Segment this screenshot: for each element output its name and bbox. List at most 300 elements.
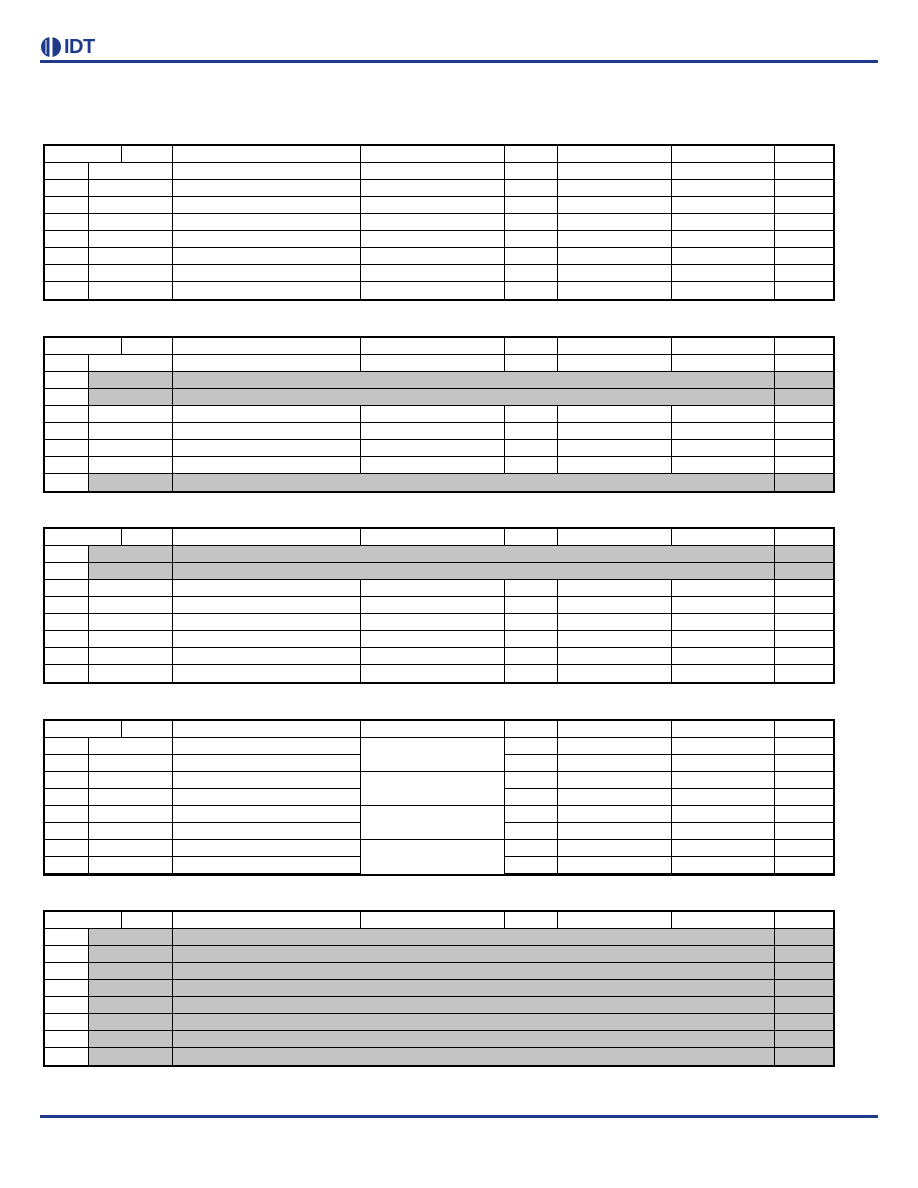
table-row: [45, 214, 833, 231]
table-cell: [558, 423, 672, 439]
table-cell: [45, 214, 89, 230]
address-cell: [45, 1031, 89, 1047]
table-cell: [775, 755, 833, 771]
table-cell: [45, 248, 89, 264]
table-cell: [173, 214, 361, 230]
header-cell: [173, 146, 361, 162]
table-row: [45, 946, 833, 963]
reserved-cell: [775, 997, 833, 1013]
address-cell: [45, 1014, 89, 1030]
header-cell: [361, 912, 505, 928]
table-row: [45, 665, 833, 682]
reserved-description-cell: [173, 929, 775, 945]
table-cell: [505, 665, 558, 682]
header-cell: [775, 912, 833, 928]
table-cell: [672, 265, 775, 281]
register-table: [43, 336, 835, 493]
table-cell: [775, 355, 833, 371]
table-cell: [672, 738, 775, 754]
table-cell: [558, 265, 672, 281]
reserved-description-cell: [173, 1014, 775, 1030]
table-cell: [558, 648, 672, 664]
table-cell: [558, 806, 672, 822]
table-cell: [45, 789, 89, 805]
table-cell: [173, 580, 361, 596]
header-cell: [505, 721, 558, 737]
table-cell: [89, 665, 173, 682]
table-row: [45, 963, 833, 980]
table-cell: [558, 248, 672, 264]
table-row: [45, 1031, 833, 1048]
table-cell: [89, 231, 173, 247]
table-cell: [89, 614, 173, 630]
table-cell: [505, 423, 558, 439]
table-cell: [505, 789, 558, 805]
table-cell: [775, 614, 833, 630]
table-cell: [672, 648, 775, 664]
header-cell: [361, 529, 505, 545]
table-cell: [89, 423, 173, 439]
header-cell: [45, 529, 122, 545]
table-cell: [672, 823, 775, 839]
table-row: [45, 197, 833, 214]
table-cell: [45, 840, 89, 856]
header-cell: [173, 338, 361, 354]
table-cell: [173, 755, 361, 771]
table-cell: [672, 231, 775, 247]
reserved-cell: [775, 1014, 833, 1030]
table-cell: [45, 440, 89, 456]
table-cell: [505, 355, 558, 371]
reserved-description-cell: [173, 963, 775, 979]
table-cell: [775, 163, 833, 179]
table-row: [45, 997, 833, 1014]
table-cell: [89, 631, 173, 647]
table-cell: [173, 823, 361, 839]
reserved-cell: [775, 563, 833, 579]
merged-cell: [361, 738, 505, 772]
table-cell: [775, 231, 833, 247]
table-cell: [173, 265, 361, 281]
table-cell: [361, 282, 505, 299]
table-cell: [89, 840, 173, 856]
table-cell: [672, 857, 775, 873]
header-cell: [361, 146, 505, 162]
reserved-cell: [89, 980, 173, 996]
table-cell: [505, 631, 558, 647]
table-cell: [89, 214, 173, 230]
table-cell: [558, 197, 672, 213]
table-header-row: [45, 721, 833, 738]
header-cell: [173, 912, 361, 928]
header-cell: [775, 146, 833, 162]
table-cell: [361, 597, 505, 613]
table-cell: [173, 457, 361, 473]
table-cell: [173, 355, 361, 371]
header-cell: [45, 338, 122, 354]
table-cell: [45, 823, 89, 839]
table-cell: [45, 648, 89, 664]
table-cell: [775, 738, 833, 754]
table-cell: [558, 180, 672, 196]
table-row: [45, 282, 833, 299]
table-row: [45, 648, 833, 665]
table-cell: [173, 789, 361, 805]
table-cell: [672, 597, 775, 613]
table-cell: [45, 163, 89, 179]
header-cell: [672, 146, 775, 162]
header-cell: [558, 721, 672, 737]
table-cell: [361, 265, 505, 281]
table-row: [45, 406, 833, 423]
table-cell: [45, 614, 89, 630]
table-cell: [775, 197, 833, 213]
table-cell: [775, 772, 833, 788]
table-cell: [361, 406, 505, 422]
reserved-cell: [89, 546, 173, 562]
table-cell: [173, 440, 361, 456]
table-cell: [775, 265, 833, 281]
table-row: [45, 389, 833, 406]
table-cell: [558, 406, 672, 422]
reserved-cell: [775, 1031, 833, 1047]
table-cell: [89, 265, 173, 281]
reserved-cell: [775, 372, 833, 388]
table-cell: [558, 440, 672, 456]
header-cell: [45, 912, 122, 928]
register-table: [43, 719, 835, 876]
table-cell: [505, 440, 558, 456]
header-cell: [122, 146, 173, 162]
table-row: [45, 929, 833, 946]
table-cell: [505, 265, 558, 281]
table-cell: [775, 840, 833, 856]
table-cell: [89, 457, 173, 473]
header-cell: [122, 338, 173, 354]
table-row: [45, 546, 833, 563]
reserved-cell: [775, 946, 833, 962]
table-cell: [89, 406, 173, 422]
table-cell: [89, 857, 173, 873]
table-cell: [45, 806, 89, 822]
table-cell: [775, 631, 833, 647]
table-cell: [775, 648, 833, 664]
table-cell: [361, 440, 505, 456]
merged-cell: [361, 840, 505, 874]
reserved-cell: [775, 929, 833, 945]
table-cell: [775, 180, 833, 196]
table-row: [45, 265, 833, 282]
table-cell: [45, 355, 89, 371]
table-cell: [89, 755, 173, 771]
address-cell: [45, 1048, 89, 1065]
table-cell: [558, 857, 672, 873]
table-cell: [505, 755, 558, 771]
address-cell: [45, 946, 89, 962]
table-cell: [89, 823, 173, 839]
header-cell: [558, 338, 672, 354]
table-cell: [173, 840, 361, 856]
table-cell: [775, 423, 833, 439]
table-cell: [89, 738, 173, 754]
table-cell: [672, 614, 775, 630]
table-cell: [558, 772, 672, 788]
table-row: [45, 440, 833, 457]
footer-rule: [40, 1115, 878, 1118]
table-cell: [361, 214, 505, 230]
table-cell: [672, 197, 775, 213]
table-cell: [672, 580, 775, 596]
header-cell: [558, 912, 672, 928]
reserved-cell: [89, 1048, 173, 1065]
table-cell: [505, 163, 558, 179]
reserved-description-cell: [173, 1031, 775, 1047]
reserved-description-cell: [173, 389, 775, 405]
reserved-cell: [775, 474, 833, 491]
table-cell: [89, 180, 173, 196]
table-cell: [775, 457, 833, 473]
table-row: [45, 423, 833, 440]
table-header-row: [45, 338, 833, 355]
table-cell: [173, 406, 361, 422]
table-cell: [173, 248, 361, 264]
table-cell: [173, 857, 361, 873]
table-cell: [361, 580, 505, 596]
address-cell: [45, 546, 89, 562]
table-row: [45, 474, 833, 491]
header-cell: [173, 529, 361, 545]
table-cell: [173, 197, 361, 213]
reserved-cell: [775, 963, 833, 979]
table-cell: [775, 214, 833, 230]
reserved-cell: [89, 997, 173, 1013]
table-cell: [505, 457, 558, 473]
table-cell: [672, 772, 775, 788]
table-cell: [173, 772, 361, 788]
reserved-cell: [89, 1031, 173, 1047]
header-cell: [558, 146, 672, 162]
register-table: [43, 527, 835, 684]
table-cell: [89, 282, 173, 299]
table-cell: [505, 857, 558, 873]
reserved-cell: [89, 474, 173, 491]
reserved-cell: [775, 546, 833, 562]
reserved-cell: [89, 389, 173, 405]
table-cell: [558, 665, 672, 682]
table-cell: [89, 648, 173, 664]
table-row: [45, 597, 833, 614]
table-cell: [45, 857, 89, 873]
table-cell: [45, 597, 89, 613]
table-cell: [672, 755, 775, 771]
table-cell: [45, 738, 89, 754]
table-cell: [775, 857, 833, 873]
table-row: [45, 163, 833, 180]
header-cell: [361, 721, 505, 737]
table-cell: [361, 457, 505, 473]
reserved-cell: [89, 372, 173, 388]
table-cell: [775, 580, 833, 596]
table-cell: [505, 597, 558, 613]
table-row: [45, 457, 833, 474]
table-cell: [89, 163, 173, 179]
table-cell: [45, 406, 89, 422]
table-cell: [89, 197, 173, 213]
table-cell: [672, 248, 775, 264]
table-cell: [505, 406, 558, 422]
table-cell: [505, 197, 558, 213]
address-cell: [45, 929, 89, 945]
table-row: [45, 580, 833, 597]
header-cell: [122, 529, 173, 545]
table-cell: [173, 806, 361, 822]
address-cell: [45, 980, 89, 996]
table-cell: [558, 355, 672, 371]
table-cell: [558, 789, 672, 805]
table-cell: [45, 282, 89, 299]
table-cell: [558, 163, 672, 179]
table-header-row: [45, 912, 833, 929]
table-cell: [672, 423, 775, 439]
table-cell: [672, 406, 775, 422]
reserved-description-cell: [173, 1048, 775, 1065]
table-cell: [45, 755, 89, 771]
table-row: [45, 614, 833, 631]
header-cell: [505, 912, 558, 928]
table-cell: [505, 840, 558, 856]
table-cell: [775, 806, 833, 822]
table-header-row: [45, 529, 833, 546]
table-cell: [89, 806, 173, 822]
table-cell: [361, 355, 505, 371]
table-cell: [361, 163, 505, 179]
table-cell: [672, 440, 775, 456]
table-cell: [89, 789, 173, 805]
table-cell: [173, 665, 361, 682]
table-cell: [45, 580, 89, 596]
table-cell: [89, 440, 173, 456]
table-cell: [45, 197, 89, 213]
table-cell: [505, 738, 558, 754]
table-header-row: [45, 146, 833, 163]
reserved-cell: [775, 980, 833, 996]
table-cell: [173, 631, 361, 647]
table-cell: [505, 282, 558, 299]
table-cell: [361, 614, 505, 630]
reserved-description-cell: [173, 563, 775, 579]
table-cell: [558, 214, 672, 230]
header-cell: [173, 721, 361, 737]
table-cell: [361, 648, 505, 664]
table-cell: [558, 580, 672, 596]
table-cell: [173, 614, 361, 630]
header-cell: [672, 721, 775, 737]
idt-logo: [40, 36, 95, 58]
reserved-cell: [89, 929, 173, 945]
table-cell: [89, 580, 173, 596]
table-row: [45, 231, 833, 248]
table-cell: [173, 163, 361, 179]
table-row: [45, 180, 833, 197]
table-row: [45, 631, 833, 648]
header-cell: [45, 721, 122, 737]
table-cell: [173, 180, 361, 196]
table-cell: [505, 772, 558, 788]
table-cell: [173, 423, 361, 439]
table-cell: [558, 282, 672, 299]
reserved-description-cell: [173, 946, 775, 962]
table-cell: [775, 597, 833, 613]
header-cell: [122, 912, 173, 928]
table-cell: [361, 197, 505, 213]
table-cell: [89, 355, 173, 371]
merged-cell: [361, 806, 505, 840]
header-cell: [505, 146, 558, 162]
table-cell: [45, 772, 89, 788]
address-cell: [45, 372, 89, 388]
reserved-cell: [89, 1014, 173, 1030]
table-cell: [505, 823, 558, 839]
table-cell: [558, 231, 672, 247]
table-cell: [558, 738, 672, 754]
reserved-description-cell: [173, 980, 775, 996]
address-cell: [45, 563, 89, 579]
address-cell: [45, 963, 89, 979]
logo-text: IDT: [64, 36, 95, 58]
table-row: [45, 1048, 833, 1065]
reserved-cell: [89, 946, 173, 962]
table-cell: [505, 248, 558, 264]
table-cell: [173, 648, 361, 664]
header-cell: [505, 338, 558, 354]
table-cell: [775, 789, 833, 805]
merged-cell: [361, 772, 505, 806]
table-cell: [173, 738, 361, 754]
table-cell: [361, 665, 505, 682]
table-cell: [45, 231, 89, 247]
table-cell: [505, 580, 558, 596]
table-cell: [558, 597, 672, 613]
table-cell: [775, 665, 833, 682]
header-rule: [40, 60, 878, 63]
table-cell: [672, 457, 775, 473]
table-row: [45, 563, 833, 580]
table-cell: [45, 180, 89, 196]
table-cell: [672, 355, 775, 371]
table-cell: [361, 423, 505, 439]
address-cell: [45, 997, 89, 1013]
register-table: [43, 910, 835, 1067]
table-cell: [89, 248, 173, 264]
table-cell: [173, 597, 361, 613]
table-cell: [672, 163, 775, 179]
idt-logo-icon: [40, 36, 62, 58]
table-cell: [558, 457, 672, 473]
table-cell: [89, 772, 173, 788]
table-cell: [45, 665, 89, 682]
table-cell: [505, 648, 558, 664]
table-row: [45, 980, 833, 997]
table-cell: [361, 180, 505, 196]
table-cell: [361, 231, 505, 247]
table-cell: [672, 180, 775, 196]
table-cell: [173, 282, 361, 299]
table-cell: [775, 406, 833, 422]
header-cell: [122, 721, 173, 737]
table-cell: [505, 180, 558, 196]
table-cell: [45, 423, 89, 439]
header-cell: [505, 529, 558, 545]
